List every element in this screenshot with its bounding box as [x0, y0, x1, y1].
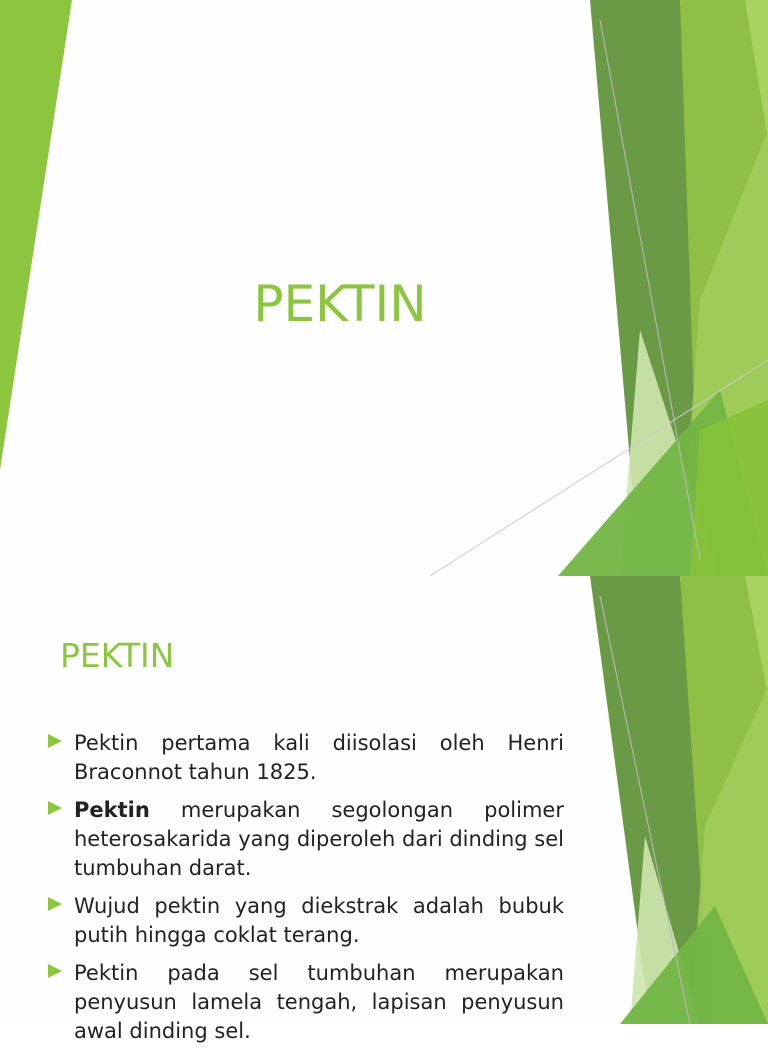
- left-green-triangle: [0, 0, 72, 470]
- list-item: [48, 959, 564, 1046]
- slide1-title: PEKTIN: [253, 275, 427, 333]
- triangle-bullet-icon: [48, 801, 62, 815]
- list-item: [48, 892, 564, 950]
- bullet-text: Pektin pertama kali diisolasi oleh Henri Braconnot tahun 1825.: [74, 731, 564, 784]
- bullet-text: merupakan segolongan polimer heterosakarida yang diperoleh dari dinding sel tumbuhan darat.: [74, 798, 564, 880]
- list-item: [48, 796, 564, 883]
- triangle-bullet-icon: [48, 897, 62, 911]
- triangle-bullet-icon: [48, 964, 62, 978]
- bullet-bold: Pektin: [74, 798, 150, 822]
- triangle-bullet-icon: [48, 734, 62, 748]
- bullet-text: Pektin pada sel tumbuhan merupakan penyusun lamela tengah, lapisan penyusun awal dinding sel.: [74, 961, 564, 1043]
- slide2-title: PEKTIN: [60, 636, 175, 675]
- list-item: [48, 729, 564, 787]
- bullet-text: Wujud pektin yang diekstrak adalah bubuk putih hingga coklat terang.: [74, 894, 564, 947]
- bullet-list: [48, 729, 564, 1055]
